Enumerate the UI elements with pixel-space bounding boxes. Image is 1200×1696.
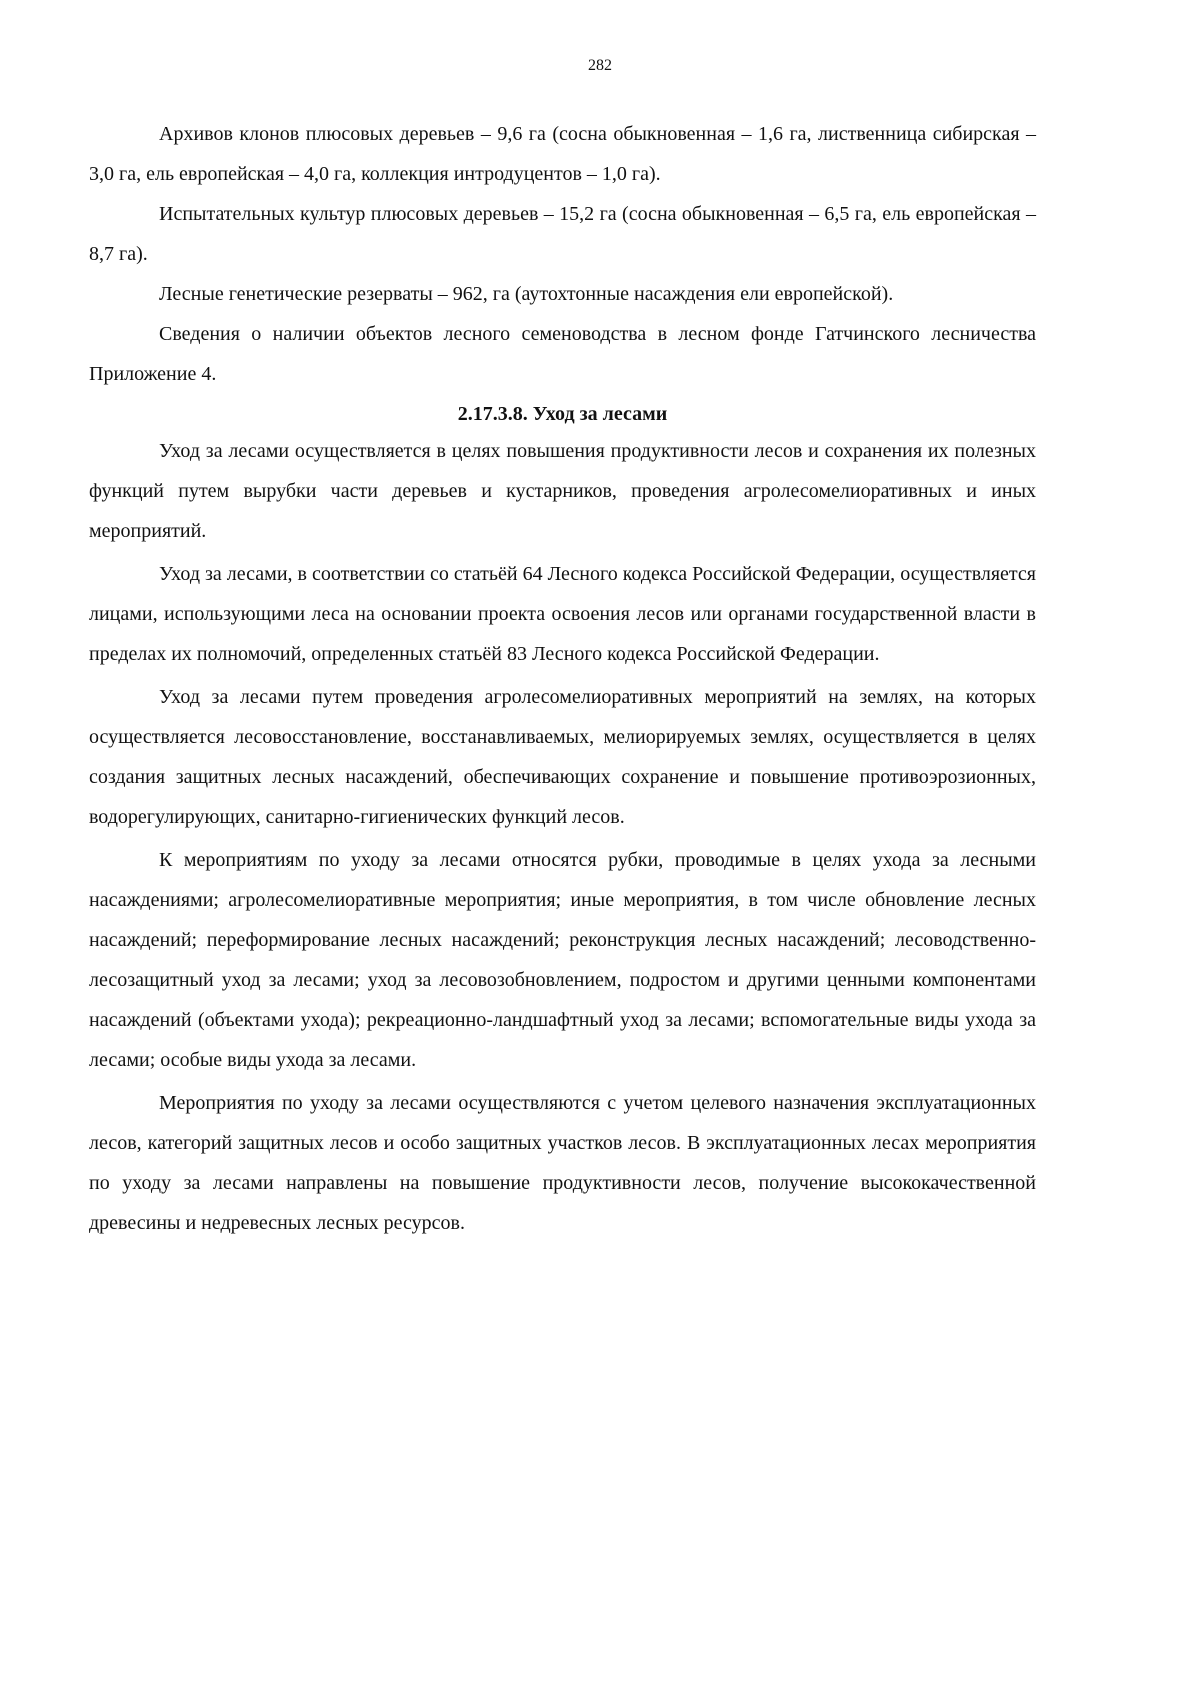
paragraph-care-considerations: Мероприятия по уходу за лесами осуществляются с учетом целевого назначения эксплуатационных лесов, категорий защитных лесов и особо защитных участков лесов. В эксплуатационных лесах мероприятия по уходу за лесами направлены на повышение продуктивности лесов, получение высококачественной древесины и недревесных лесных ресурсов.: [89, 1092, 1036, 1234]
paragraph-seed-objects-info: Сведения о наличии объектов лесного семеноводства в лесном фонде Гатчинского лесничества Приложение 4.: [89, 323, 1036, 385]
paragraph-forest-care-purpose: Уход за лесами осуществляется в целях повышения продуктивности лесов и сохранения их полезных функций путем вырубки части деревьев и кустарников, проведения агролесомелиоративных и иных мероприятий.: [89, 440, 1036, 542]
paragraph-test-cultures: Испытательных культур плюсовых деревьев – 15,2 га (сосна обыкновенная – 6,5 га, ель европейская – 8,7 га).: [89, 203, 1036, 265]
page-number: 282: [588, 57, 612, 74]
paragraph-agroforestry-measures: Уход за лесами путем проведения агролесомелиоративных мероприятий на землях, на которых осуществляется лесовосстановление, восстанавливаемых, мелиорируемых землях, осуществляется в целях создания защитных лесных насаждений, обеспечивающих сохранение и повышение противоэрозионных, водорегулирующих, санитарно-гигиенических функций лесов.: [89, 686, 1036, 828]
paragraph-care-activities: К мероприятиям по уходу за лесами относятся рубки, проводимые в целях ухода за лесными насаждениями; агролесомелиоративные мероприятия; иные мероприятия, в том числе обновление лесных насаждений; переформирование лесных насаждений; реконструкция лесных насаждений; лесоводственно-лесозащитный уход за лесами; уход за лесовозобновлением, подростом и другими ценными компонентами насаждений (объектами ухода); рекреационно-ландшафтный уход за лесами; вспомогательные виды ухода за лесами; особые виды ухода за лесами.: [89, 849, 1036, 1071]
paragraph-clone-archives: Архивов клонов плюсовых деревьев – 9,6 га (сосна обыкновенная – 1,6 га, лиственница сибирская – 3,0 га, ель европейская – 4,0 га, коллекция интродуцентов – 1,0 га).: [89, 123, 1036, 185]
paragraph-genetic-reserves: Лесные генетические резерваты – 962, га (аутохтонные насаждения ели европейской).: [159, 283, 894, 305]
document-body: [89, 114, 1036, 1243]
section-heading: 2.17.3.8. Уход за лесами: [457, 403, 668, 425]
paragraph-forest-care-legal: Уход за лесами, в соответствии со статьёй 64 Лесного кодекса Российской Федерации, осуществляется лицами, использующими леса на основании проекта освоения лесов или органами государственной власти в пределах их полномочий, определенных статьёй 83 Лесного кодекса Российской Федерации.: [89, 563, 1036, 665]
